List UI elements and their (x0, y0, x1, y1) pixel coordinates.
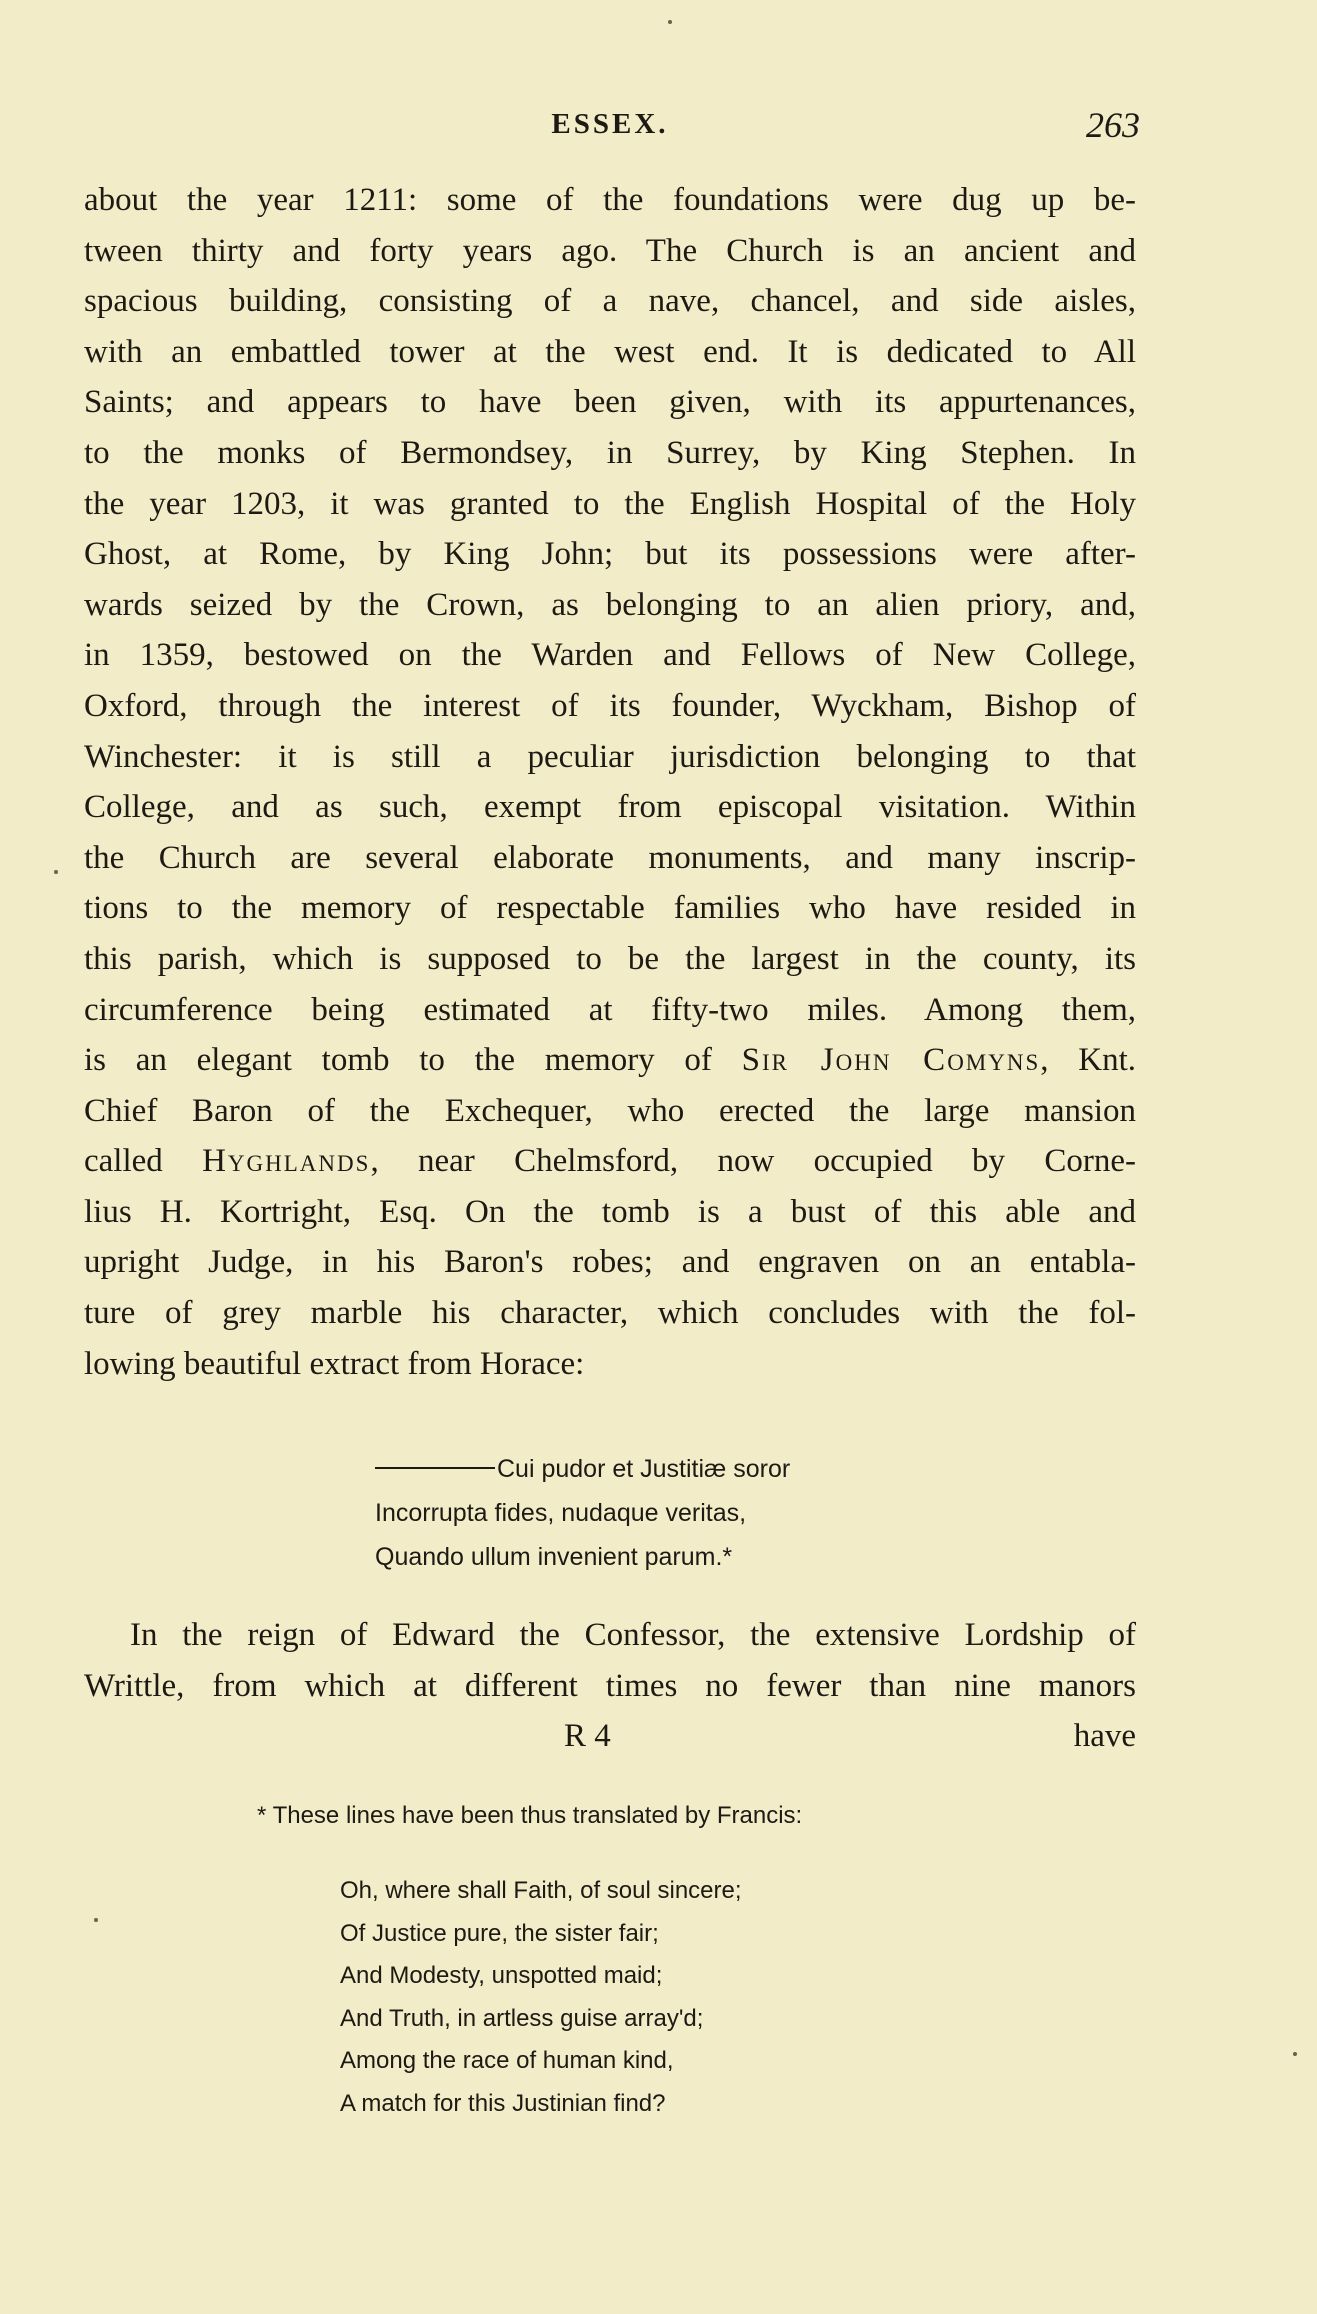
text-fragment: is an elegant tomb to the memory of (84, 1042, 712, 1079)
text-line: lowing beautiful extract from Horace: (84, 1345, 585, 1382)
text-line: Oxford, through the interest of its founder, Wyckham, Bishop of (84, 687, 1136, 724)
quote-dash (375, 1467, 495, 1469)
poem-line: Of Justice pure, the sister fair; (340, 1919, 659, 1947)
poem-line: Among the race of human kind, (340, 2047, 674, 2074)
paper-speck (94, 1918, 98, 1922)
text-fragment: , near Chelmsford, now occupied by Corne- (370, 1143, 1136, 1180)
main-paragraph (84, 175, 1136, 1389)
text-line: tions to the memory of respectable families who have resided in (84, 890, 1136, 927)
text-line: Ghost, at Rome, by King John; but its possessions were after- (84, 536, 1136, 573)
signature-mark: R 4 (564, 1718, 611, 1755)
second-paragraph (84, 1610, 1136, 1761)
text-line: Writtle, from which at different times no fewer than nine manors (84, 1667, 1136, 1704)
text-line: tween thirty and forty years ago. The Church is an ancient and (84, 232, 1136, 269)
text-line: circumference being estimated at fifty-two miles. Among them, (84, 991, 1136, 1028)
text-line: Saints; and appears to have been given, with its appurtenances, (84, 384, 1136, 421)
text-line-with-name (84, 1035, 1136, 1086)
poem-line: And Truth, in artless guise array'd; (340, 2004, 704, 2032)
signature-row (84, 1711, 1136, 1761)
text-line: to the monks of Bermondsey, in Surrey, by King Stephen. In (84, 434, 1136, 471)
poem-line: And Modesty, unspotted maid; (340, 1962, 663, 1989)
text-line: Winchester: it is still a peculiar jurisdiction belonging to that (84, 738, 1136, 775)
latin-quote (375, 1447, 895, 1579)
text-fragment: called (84, 1143, 163, 1180)
text-line: upright Judge, in his Baron's robes; and engraven on an entabla- (84, 1244, 1136, 1281)
page-number: 263 (1086, 105, 1140, 145)
translation-poem (340, 1870, 940, 2125)
quote-text: Cui pudor et Justitiæ soror (497, 1455, 791, 1483)
text-line-with-name (84, 1136, 1136, 1187)
quote-line: Quando ullum invenient parum.* (375, 1543, 733, 1571)
footnote: * These lines have been thus translated by Francis: (257, 1802, 803, 1829)
text-line: the year 1203, it was granted to the English Hospital of the Holy (84, 485, 1136, 522)
paper-speck (1293, 2052, 1297, 2056)
paper-speck (668, 20, 672, 24)
text-line: lius H. Kortright, Esq. On the tomb is a bust of this able and (84, 1193, 1136, 1230)
text-line: with an embattled tower at the west end. It is dedicated to All (84, 333, 1136, 370)
paper-speck (54, 870, 58, 874)
text-line: spacious building, consisting of a nave, chancel, and side aisles, (84, 283, 1136, 320)
poem-line: A match for this Justinian find? (340, 2089, 666, 2117)
person-name: Sir John Comyns (741, 1042, 1041, 1079)
text-line: In the reign of Edward the Confessor, the extensive Lordship of (130, 1617, 1136, 1653)
quote-line (375, 1447, 895, 1491)
place-name: Hyghlands (202, 1143, 371, 1180)
text-fragment: , Knt. (1040, 1042, 1136, 1079)
catchword: have (1073, 1718, 1136, 1755)
text-line: the Church are several elaborate monuments, and many inscrip- (84, 839, 1136, 876)
text-line: wards seized by the Crown, as belonging to an alien priory, and, (84, 586, 1136, 623)
text-line: ture of grey marble his character, which concludes with the fol- (84, 1295, 1136, 1332)
poem-line: Oh, where shall Faith, of soul sincere; (340, 1877, 742, 1904)
text-line: Chief Baron of the Exchequer, who erected the large mansion (84, 1092, 1136, 1129)
running-header-title: ESSEX. (551, 108, 669, 140)
text-line: in 1359, bestowed on the Warden and Fellows of New College, (84, 637, 1136, 674)
text-line: College, and as such, exempt from episcopal visitation. Within (84, 789, 1136, 826)
text-line: about the year 1211: some of the foundations were dug up be- (84, 182, 1136, 218)
quote-line: Incorrupta fides, nudaque veritas, (375, 1499, 747, 1527)
text-line: this parish, which is supposed to be the largest in the county, its (84, 940, 1136, 977)
